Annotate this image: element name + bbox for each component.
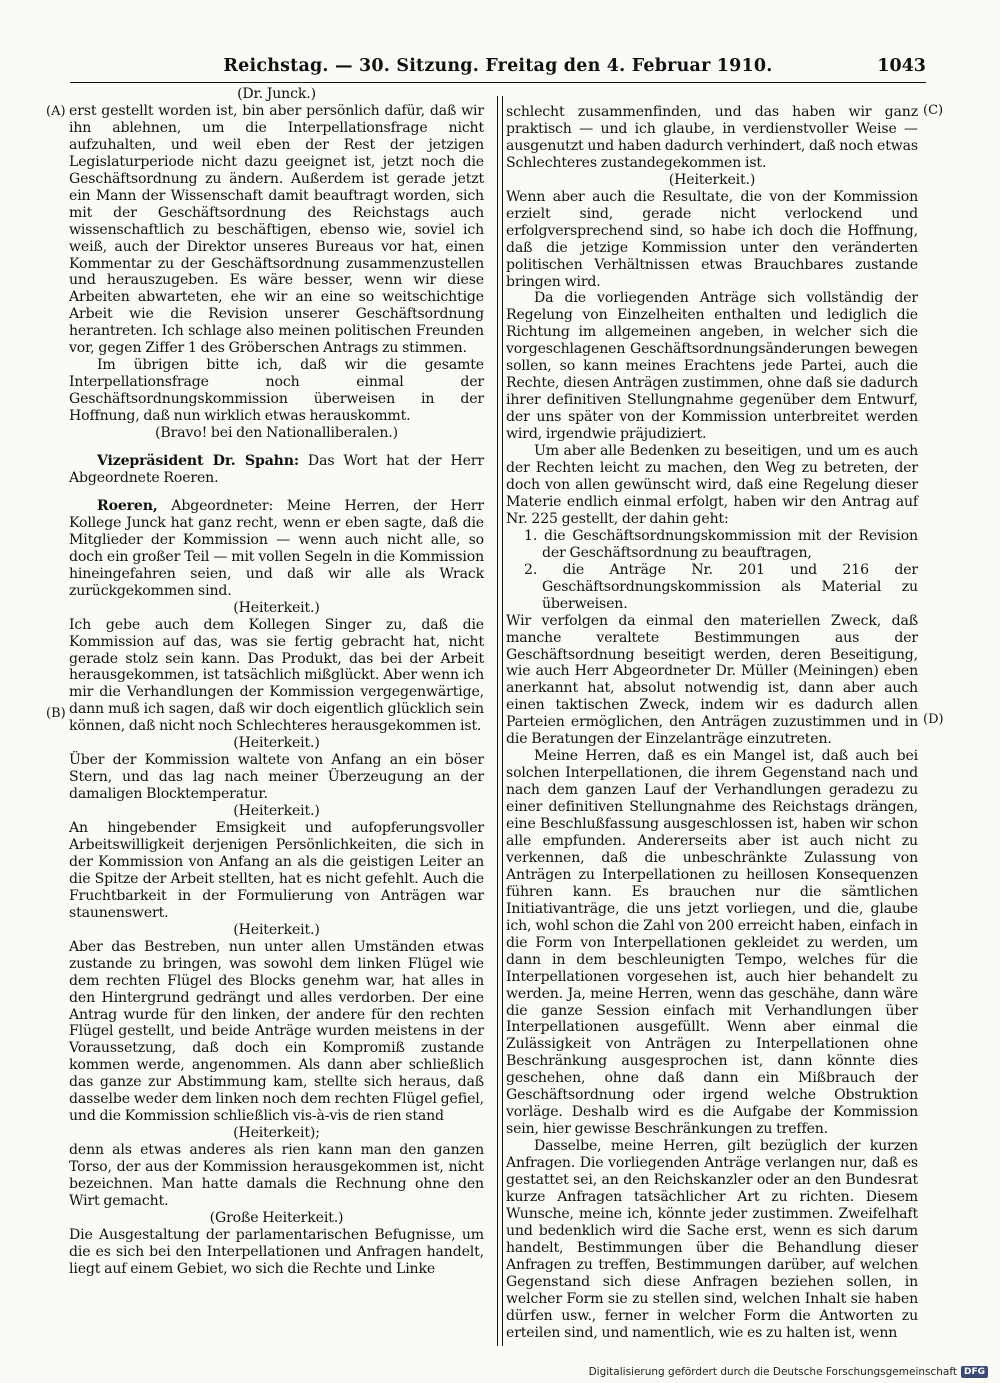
speaker-name: Roeren,: [97, 497, 158, 514]
interjection: [69, 803, 484, 820]
paragraph-text: Meine Herren, daß es ein Mangel ist, daß auch bei solchen Interpellationen, die ihrem Gegenstand nach und nach dem ganzen Lauf der Verhandlungen geradezu zu einer definitiven Stellungnahme des Reichstags drängen, eine Beschlußfassung ausgeschlossen ist, haben wir schon alle empfunden. Andererseits aber ist auch nicht zu verkennen, daß die unbeschränkte Zulassung von Anträgen zu Interpellationen zu heillosen Konsequenzen führen kann. Es brauchen nur die sämtlichen Initiativanträge, die uns jetzt vorliegen, und die, glaube ich, wohl schon die Zahl von 200 erreicht haben, einfach in die Form von Interpellationen gekleidet zu werden, um dann in dem beschleunigten Tempo, welches für die Interpellationen vorgesehen ist, auch hier behandelt zu werden. Ja, meine Herren, wenn das geschähe, dann wäre die ganze Session einfach mit Verhandlungen über Interpellationen ausgefüllt. Wenn aber einmal die Zulässigkeit von Anträgen zu Interpellationen ohne Beschränkung ausgesprochen ist, dann könnte dies geschehen, ohne daß dann ein Mißbrauch der Geschäftsordnung oder irgend welche Obstruktion vorläge. Deshalb wird es die Aufgabe der Kommission sein, hier gewisse Beschränkungen zu treffen.: [506, 748, 918, 1138]
list-item: [506, 528, 918, 562]
paragraph-text: Da die vorliegenden Anträge sich vollständig der Regelung von Einzelheiten enthalten und lediglich die Richtung im allgemeinen angeben, in welcher sich die vorgeschlagenen Geschäftsordnungsänderungen bewegen sollen, so kann meines Erachtens jede Partei, auch die Rechte, diesen Anträgen zustimmen, ohne daß sie dadurch ihrer definitiven Stellungnahme gegenüber dem Entwurf, der uns später von der Kommission unterbreitet werden wird, irgendwie präjudiziert.: [506, 290, 918, 443]
interjection: [69, 1125, 484, 1142]
paragraph: [69, 357, 484, 425]
paragraph-text: (Heiterkeit.): [233, 599, 320, 616]
page-number: 1043: [877, 56, 926, 76]
paragraph: [506, 443, 918, 528]
paragraph: [69, 820, 484, 922]
paragraph-text: (Dr. Junck.): [237, 86, 316, 102]
interjection: [506, 172, 918, 189]
paragraph-spacer: [69, 487, 484, 498]
margin-marker-c: (C): [923, 103, 944, 118]
paragraph-text: Das Wort hat der Herr Abgeordnete Roeren.: [69, 453, 484, 486]
paragraph-text: Abgeordneter: Meine Herren, der Herr Kollege Junck hat ganz recht, wenn er eben sagte, daß die Mitglieder der Kommission — wenn auch nicht alle, so doch ein großer Teil — mit vollen Segeln in die Kommission hineingefahren seien, und daß wir alle als Wrack zurückgekommen sind.: [69, 497, 484, 599]
paragraph-text: denn als etwas anderes als rien kann man den ganzen Torso, der aus der Kommission herausgekommen ist, nicht bezeichnen. Man hatte damals die Rechnung ohne den Wirt gemacht.: [69, 1142, 484, 1209]
interjection: [69, 600, 484, 617]
paragraph: [506, 104, 918, 172]
paragraph-text: (Heiterkeit.): [233, 803, 320, 820]
paragraph-text: Dasselbe, meine Herren, gilt bezüglich der kurzen Anfragen. Die vorliegenden Anträge verlangen nur, daß es gestattet sei, an den Reichskanzler oder an den Bundesrat kurze Anfragen tatsächlicher Art zu richten. Diesem Wunsche, meine ich, könnte jeder zustimmen. Zweifelhaft und bedenklich wird die Sache erst, wenn es sich darum handelt, Bestimmungen über die Behandlung dieser Anfragen zu treffen, Bestimmungen darüber, auf welchen Gegenstand sich diese Anfragen beziehen sollen, in welcher Form sie zu stellen sind, welchen Inhalt sie haben dürfen usw., ferner in welcher Form die Antworten zu erteilen sind, und namentlich, wie es zu halten ist, wenn: [506, 1138, 918, 1341]
page-header: [70, 56, 926, 82]
paragraph: [506, 748, 918, 1138]
paragraph-text: An hingebender Emsigkeit und aufopferungsvoller Arbeitswilligkeit derjenigen Persönlichkeiten, die sich in der Kommission von Anfang an als die geistigen Leiter an die Spitze der Arbeit stellten, hat es nicht gefehlt. Auch die Fruchtbarkeit in der Formulierung von Anträgen war staunenswert.: [69, 820, 484, 921]
paragraph-text: schlecht zusammenfinden, und das haben wir ganz praktisch — und ich glaube, in verdienstvoller Weise — ausgenutzt und haben dadurch verhindert, daß noch etwas Schlechteres zustandegekommen ist.: [506, 104, 918, 171]
paragraph-text: Wir verfolgen da einmal den materiellen Zweck, daß manche veraltete Bestimmungen aus der Geschäftsordnung beseitigt werden, deren Beseitigung, wie auch Herr Abgeordneter Dr. Müller (Meiningen) eben anerkannt hat, absolut notwendig ist, dann aber auch einen taktischen Zweck, indem wir es dadurch allen Parteien ermöglichen, den Anträgen zuzustimmen und in die Beratungen der Einzelanträge einzutreten.: [506, 612, 918, 748]
interjection: [69, 735, 484, 752]
paragraph-text: (Heiterkeit.): [233, 735, 320, 752]
paragraph-text: (Heiterkeit.): [233, 921, 320, 938]
paragraph: [506, 290, 918, 443]
paragraph-spacer: [69, 442, 484, 453]
left-column: [69, 86, 484, 1278]
paragraph-text: Um aber alle Bedenken zu beseitigen, und um es auch der Rechten leicht zu machen, den Weg zu betreten, der doch von allen gewünscht wird, daß eine Regelung dieser Materie endlich einmal erfolgt, haben wir den Antrag auf Nr. 225 gestellt, der dahin geht:: [506, 443, 918, 527]
paragraph-text: erst gestellt worden ist, bin aber persönlich dafür, daß wir ihn ablehnen, um die Interpellationsfrage nicht aufzuhalten, und weil eben der Rest der jetzigen Legislaturperiode nicht dazu geeignet ist, jetzt noch die Geschäftsordnung zu ändern. Außerdem ist gerade jetzt ein Mann der Wissenschaft damit beauftragt worden, sich mit der Geschäftsordnung des Reichstags auch wissenschaftlich zu beschäftigen, ebenso wie, soviel ich weiß, auch der Direktor unseres Bureaus vor hat, einen Kommentar zu der Geschäftsordnung zusammenzustellen und herauszugeben. Es wäre besser, wenn wir diese Arbeiten abwarteten, ehe wir an eine so weitschichtige Arbeit wie die Revision unserer Geschäftsordnung herantreten. Ich schlage also meinen politischen Freunden vor, gegen Ziffer 1 des Gröberschen Antrags zu stimmen.: [69, 102, 484, 357]
paragraph-text: Wenn aber auch die Resultate, die von der Kommission erzielt sind, gerade nicht verlockend und erfolgversprechend sind, so habe ich doch die Hoffnung, daß die jetzige Kommission unter den veränderten politischen Verhältnissen etwas Brauchbares zustande bringen wird.: [506, 188, 918, 290]
footer-text: Digitalisierung gefördert durch die Deutsche Forschungsgemeinschaft: [588, 1366, 957, 1378]
interjection: [69, 86, 484, 103]
running-title: Reichstag. — 30. Sitzung. Freitag den 4. Februar 1910.: [223, 56, 773, 76]
paragraph-text: 1. die Geschäftsordnungskommission mit der Revision der Geschäftsordnung zu beauftragen,: [524, 527, 918, 561]
paragraph: [69, 617, 484, 736]
list-item: [506, 562, 918, 613]
paragraph: [69, 1227, 484, 1278]
paragraph-text: (Bravo! bei den Nationalliberalen.): [155, 425, 398, 442]
paragraph: [69, 752, 484, 803]
paragraph: [69, 1142, 484, 1210]
paragraph-text: Aber das Bestreben, nun unter allen Umständen etwas zustande zu bringen, was sowohl dem linken Flügel wie dem rechten Flügel des Blocks genehm war, hat alles in den Hintergrund gedrängt und alles verdorben. Der eine Antrag wurde für den linken, der andere für den rechten Flügel gestellt, und beide Anträge wurden meistens in der Voraussetzung, daß doch ein Kompromiß zustande kommen werde, angenommen. Als dann aber schließlich das ganze zur Abstimmung kam, stellte sich heraus, daß dasselbe weder dem linken noch dem rechten Flügel gefiel, und die Kommission schließlich vis-à-vis de rien stand: [69, 938, 484, 1125]
margin-marker-a: (A): [46, 104, 66, 119]
right-column: [506, 104, 918, 1342]
header-rule: [70, 82, 926, 83]
paragraph-text: Im übrigen bitte ich, daß wir die gesamte Interpellationsfrage noch einmal der Geschäftsordnungskommission überweisen in der Hoffnung, daß nun wirklich etwas herauskommt.: [69, 357, 484, 425]
paragraph-text: Die Ausgestaltung der parlamentarischen Befugnisse, um die es sich bei den Interpellationen und Anfragen handelt, liegt auf einem Gebiet, wo sich die Rechte und Linke: [69, 1226, 484, 1277]
paragraph-text: (Heiterkeit);: [233, 1125, 320, 1142]
paragraph-text: 2. die Anträge Nr. 201 und 216 der Geschäftsordnungskommission als Material zu überweisen.: [524, 561, 918, 612]
dfg-logo: DFG: [961, 1366, 988, 1378]
footer: [589, 1366, 988, 1378]
paragraph-text: Ich gebe auch dem Kollegen Singer zu, daß die Kommission auf das, was sie fertig gebracht hat, nicht gerade stolz sein kann. Das Produkt, das bei der Arbeit herausgekommen, ist tatsächlich mißglückt. Aber wenn ich mir die Verhandlungen der Kommission vergegenwärtige, dann muß ich sagen, daß wir doch eigentlich glücklich sein können, daß nicht noch Schlechteres herausgekommen ist.: [69, 616, 484, 735]
speaker-name: Vizepräsident Dr. Spahn:: [97, 453, 299, 470]
interjection: [69, 425, 484, 442]
column-divider: [497, 96, 503, 1346]
paragraph: [506, 613, 918, 749]
paragraph-text: Über der Kommission waltete von Anfang an ein böser Stern, und das lag nach meiner Überzeugung an der damaligen Blocktemperatur.: [69, 752, 484, 803]
paragraph: [69, 939, 484, 1125]
paragraph-text: (Heiterkeit.): [668, 171, 756, 188]
paragraph: [69, 498, 484, 600]
paragraph: [506, 1138, 918, 1341]
paragraph: [506, 189, 918, 291]
paragraph-text: (Große Heiterkeit.): [209, 1209, 344, 1226]
interjection: [69, 1210, 484, 1227]
margin-marker-b: (B): [46, 706, 66, 721]
paragraph: [69, 453, 484, 487]
margin-marker-d: (D): [923, 712, 944, 727]
paragraph: [69, 103, 484, 357]
interjection: [69, 922, 484, 939]
